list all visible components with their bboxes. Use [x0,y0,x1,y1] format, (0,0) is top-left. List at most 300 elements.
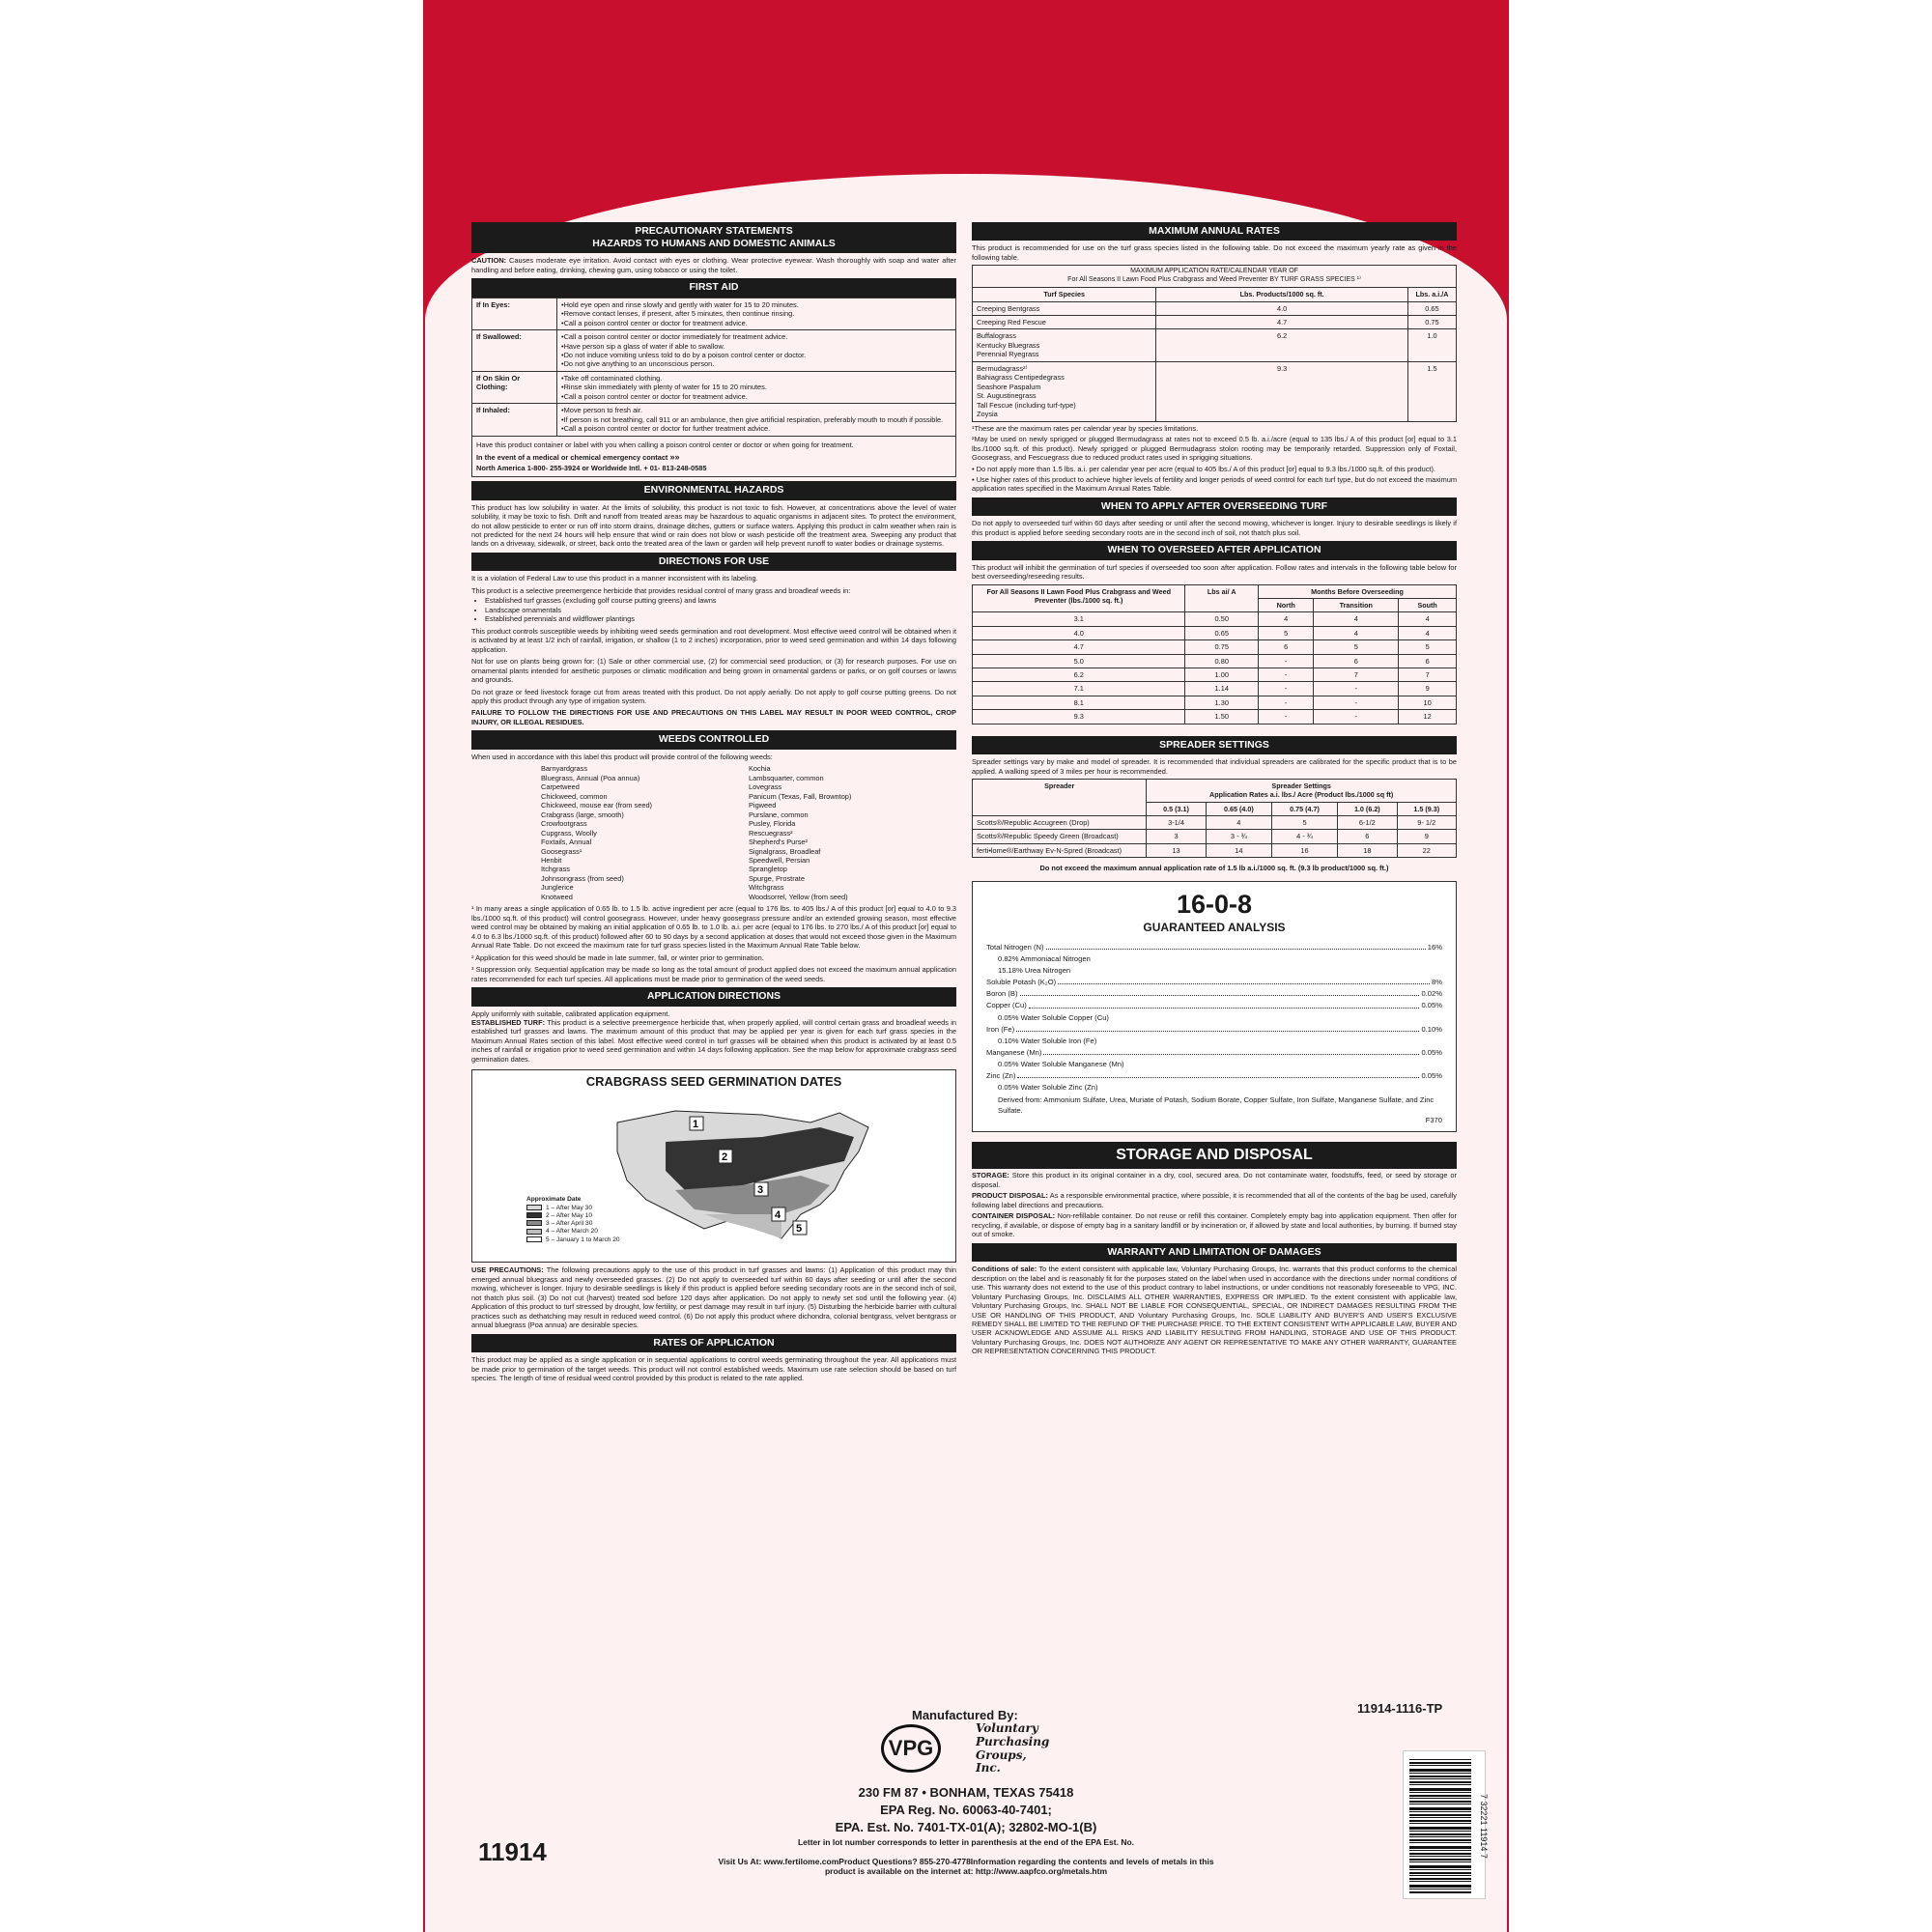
when-apply-text: Do not apply to overseeded turf within 60 days after seeding or until after the second mowing, whichever is longer. Injury to desirable seedlings is likely if this product is applied before seeding secondary roots are in the second inch of soil, not thatch plus soil. [972,519,1457,537]
overseed-cell: 6 [1259,640,1314,654]
spreader-name: ferti•lome®/Earthway Ev-N-Spred (Broadcast) [973,843,1147,857]
max-rates-note: • Do not apply more than 1.5 lbs. a.i. per calendar year per acre (equal to 405 lbs./ A of this product [or] equal to 9.3 lbs./1000 sq.ft. of this product). [972,464,1435,473]
max-table-header [973,288,1457,301]
weeds-footnote-2: ² Application for this weed should be made in late summer, fall, or winter prior to germination. [471,952,764,962]
barcode-bar [1409,1801,1471,1803]
overseed-cell: 10 [1399,696,1457,709]
nutrient-sub: 0.82% Ammoniacal Nitrogen [998,953,1091,963]
spreader-header: SPREADER SETTINGS [972,736,1457,754]
analysis-row [986,977,1442,988]
overseed-cell: 5.0 [973,654,1185,668]
spreader-setting: 4 [1206,815,1271,829]
overseed-cell: 7 [1314,668,1399,682]
weed-item: Foxtails, Annual [541,838,592,847]
barcode-bar [1409,1856,1471,1857]
first-aid-item: • Remove contact lenses, if present, after 5 minutes, then continue rinsing. [561,309,952,318]
barcode-bar [1409,1769,1471,1772]
caution-body: Causes moderate eye irritation. Avoid contact with eyes or clothing. Wear protective eyewear. Wash thoroughly with soap and water after handling and before eating, drinking, chewing gum, using tobacco or using the toilet. [471,256,956,274]
weed-item: Panicum (Texas, Fall, Browntop) [749,791,852,801]
weed-item: Goosegrass¹ [541,846,582,856]
max-ai: 0.75 [1407,315,1456,328]
first-aid-list [561,332,952,369]
weed-item: Johnsongrass (from seed) [541,873,624,883]
turf-species: Buffalograss Kentucky Bluegrass Perennial Ryegrass [973,329,1156,361]
caution-text [471,256,956,274]
spreader-table [972,779,1457,858]
weed-item: Knotweed [541,892,573,901]
first-aid-row-label: If Swallowed: [472,330,557,372]
overseed-cell: 4 [1399,626,1457,639]
overseed-row [973,710,1457,724]
spreader-setting: 16 [1271,843,1337,857]
overseed-h-product: For All Seasons II Lawn Food Plus Crabgrass and Weed Preventer (lbs./1000 sq. ft.) [973,584,1185,611]
weeds-intro: When used in accordance with this label this product will provide control of the following weeds: [471,752,773,761]
overseed-cell: 6.2 [973,668,1185,682]
barcode-bar [1409,1861,1471,1862]
barcode-bar [1409,1762,1471,1764]
when-overseed-text: This product will inhibit the germination of turf species if overseeded too soon after application. Follow rates and intervals in the following table below for best overseeding/reseeding results. [972,562,1457,582]
guaranteed-analysis [972,881,1457,1132]
nutrient-name: Iron (Fe) [986,1024,1015,1034]
legend-item [526,1236,620,1244]
overseed-cell: 4.0 [973,626,1185,639]
direction-bullet: • Established turf grasses (excluding golf course putting greens) and lawns [485,596,956,605]
legend-label: 4 – After March 20 [546,1228,598,1236]
warranty-text [972,1264,1457,1356]
first-aid-list [561,300,952,327]
environmental-text: This product has low solubility in water. At the limits of solubility, this product is not toxic to fish. However, at concentrations above the level of water solubility, it may be toxic to fish. Drift and runoff from treated areas may be hazardous to aquatic organisms in adjacent sites. To protect the environment, do not allow pesticide to enter or run off into storm drains, drainage ditches, gutters or surface waters. Applying this product in calm weather when rain is not predicted for the next 24 hours will help ensure that wind or rain does not blow or wash pesticide off the treatment area. Sweeping any product that lands on a driveway, sidewalk, or street, back onto the treated area of the lawn or garden will help prevent runoff to water bodies or drainage systems. [471,502,956,549]
footer-block [676,1785,1256,1876]
barcode-bar [1409,1850,1471,1851]
environmental-header: ENVIRONMENTAL HAZARDS [471,481,956,499]
nutrient-name: Copper (Cu) [986,1001,1027,1010]
analysis-row [986,942,1442,953]
use-precautions-label: USE PRECAUTIONS: [471,1265,544,1275]
legend-label: 1 – After May 30 [546,1204,593,1211]
barcode-bar [1409,1773,1471,1774]
barcode-bar [1409,1784,1471,1785]
spreader-name: Scotts®/Republic Speedy Green (Broadcast) [973,830,1147,843]
max-table-row [973,301,1457,315]
first-aid-row [472,330,956,372]
legend-title: Approximate Date [526,1196,582,1204]
dot-leader [1058,977,1430,984]
spreader-rate-col: 0.75 (4.7) [1271,802,1337,815]
spreader-setting: 14 [1206,843,1271,857]
first-aid-item: • If person is not breathing, call 911 or an ambulance, then give artificial respiration, preferably mouth to mouth if possible. [561,415,952,424]
first-aid-row-items [557,371,956,403]
manufactured-by: Manufactured By: [912,1708,1018,1722]
weed-item: Pigweed [749,801,777,810]
max-lbs: 9.3 [1156,361,1408,421]
barcode-bar [1409,1875,1471,1876]
application-header: APPLICATION DIRECTIONS [471,987,956,1006]
nutrient-value: 0.02% [1421,989,1442,999]
legend-swatch [526,1212,542,1218]
first-aid-table [471,298,956,437]
precautionary-header [471,222,956,253]
barcode-bar [1409,1831,1471,1832]
legend-label: 2 – After May 10 [546,1211,593,1219]
weed-item: Henbit [541,856,562,866]
nutrient-sub: 0.05% Water Soluble Copper (Cu) [998,1012,1109,1022]
overseed-cell: 0.65 [1185,626,1259,639]
weed-item: Barnyardgrass [541,764,588,774]
turf-species: Bermudagrass²⁾ Bahiagrass Centipedegrass Seashore Paspalum St. Augustinegrass Tall Fescue (including turf-type) Zoysia [973,361,1156,421]
first-aid-item: • Move person to fresh air. [561,406,952,414]
application-p2-text: This product is a selective preemergence herbicide that, when properly applied, will control certain grass and broadleaf weeds in established turf grasses and lawns. The maximum amount of this product that may be applied per year is given for each turf grass species in the Maximum Annual Rates section of this label. Most effective weed control in turf grasses will be obtained when this product is activated by at least 0.5 inches of rainfall or irrigation prior to weed seed germination and within 14 days following application. See the map below for approximate crabgrass seed germination dates. [471,1018,957,1064]
analysis-row [986,1070,1442,1082]
footer-epa-est: EPA. Est. No. 7401-TX-01(A); 32802-MO-1(B) [835,1820,1097,1834]
overseed-row [973,654,1457,668]
overseed-cell: - [1259,654,1314,668]
zone-label: 4 [775,1209,781,1222]
barcode-bar [1409,1778,1471,1779]
overseed-row [973,612,1457,626]
weeds-left-list [541,764,749,901]
nutrient-sub: 0.05% Water Soluble Zinc (Zn) [998,1083,1098,1093]
nutrient-value: 8% [1432,978,1442,987]
vpg-logo: VPG [881,1724,941,1773]
weeds-list [471,764,956,901]
weed-item: Bluegrass, Annual (Poa annua) [541,773,640,782]
first-aid-list [561,406,952,433]
overseed-cell: 4.7 [973,640,1185,654]
barcode-bar [1409,1885,1471,1888]
weeds-right-list [749,764,956,901]
first-aid-item: • Call a poison control center or doctor for treatment advice. [561,319,952,327]
overseed-cell: 1.30 [1185,696,1259,709]
first-aid-item: • Rinse skin immediately with plenty of water for 15 to 20 minutes. [561,383,952,391]
direction-bullet: • Established perennials and wildflower plantings [485,614,956,623]
first-aid-item: • Call a poison control center or doctor for treatment advice. [561,392,952,401]
overseed-cell: - [1259,682,1314,696]
weed-item: Rescuegrass² [749,828,793,838]
container-disposal-label: CONTAINER DISPOSAL: [972,1211,1056,1221]
max-table-col-header: Lbs. a.i./A [1407,288,1456,301]
footer-lot-note: Letter in lot number corresponds to letter in parenthesis at the end of the EPA Est. No. [797,1837,1135,1847]
overseed-region: North [1259,598,1314,611]
first-aid-row-items [557,404,956,436]
barcode-bar [1409,1795,1471,1797]
spreader-setting: 3 - ¾ [1206,830,1271,843]
analysis-row [986,1000,1442,1011]
spreader-setting: 3 [1147,830,1206,843]
nutrient-name: Boron (B) [986,989,1018,999]
spreader-setting: 9- 1/2 [1397,815,1456,829]
barcode-bar [1409,1814,1471,1816]
zone-label: 5 [796,1223,803,1236]
overseed-cell: 7.1 [973,682,1185,696]
weed-item: Shepherd's Purse² [749,838,808,847]
overseed-h-ai: Lbs ai/ A [1185,584,1259,611]
first-aid-row-label: If Inhaled: [472,404,557,436]
overseed-row [973,682,1457,696]
barcode-bar [1409,1872,1471,1874]
npk-ratio: 16-0-8 [1176,889,1253,919]
first-aid-row [472,371,956,403]
dot-leader [1020,988,1420,996]
emergency-line1: In the event of a medical or chemical emergency contact [476,453,668,463]
spreader-rate-col: 1.0 (6.2) [1338,802,1397,815]
direction-bullet: • Landscape ornamentals [485,606,956,614]
weed-item: Kochia [749,764,771,774]
spreader-rate-col: 0.65 (4.0) [1206,802,1271,815]
overseed-cell: 5 [1314,640,1399,654]
weed-item: Spurge, Prostrate [749,873,805,883]
weed-item: Lambsquarter, common [749,773,824,782]
chemtrec-logo-icon: »» [669,452,680,463]
weed-item: Chickweed, mouse ear (from seed) [541,801,653,810]
first-aid-list [561,374,952,401]
legend-item [526,1205,620,1212]
first-aid-item: • Call a poison control center or doctor immediately for treatment advice. [561,332,952,341]
emergency-line2: North America 1-800- 255-3924 or Worldwide Intl. + 01- 813-248-0585 [476,463,707,472]
nutrient-value: 0.10% [1421,1024,1442,1034]
weed-item: Speedwell, Persian [749,856,810,866]
precautionary-title: PRECAUTIONARY STATEMENTS [635,225,793,237]
storage-body: Store this product in its original container in a dry, cool, secured area. Do not contaminate water, foodstuffs, feed, or seed by storage or disposal. [972,1171,1457,1189]
germination-map [471,1069,956,1263]
nutrient-sub: 0.05% Water Soluble Manganese (Mn) [998,1060,1124,1069]
company-script: Voluntary Purchasing Groups, Inc. [976,1721,1050,1776]
overseed-cell: 1.00 [1185,668,1259,682]
spreader-name: Scotts®/Republic Accugreen (Drop) [973,815,1147,829]
dot-leader [1046,942,1426,950]
analysis-row [986,1047,1442,1059]
product-disposal-body: As a responsible environmental practice, where possible, it is recommended that all of the contents of the bag be used, carefully following label directions and precautions. [972,1191,1457,1209]
spreader-setting: 5 [1271,815,1337,829]
barcode [1403,1750,1489,1899]
barcode-bar [1409,1759,1471,1760]
legend-label: 5 – January 1 to March 20 [546,1236,620,1243]
overseed-cell: - [1314,710,1399,724]
barcode-icon [1404,1751,1487,1900]
barcode-bar [1409,1878,1471,1880]
barcode-bar [1409,1836,1471,1837]
max-table-row [973,329,1457,361]
nutrient-value: 0.05% [1421,1047,1442,1057]
max-rates-note: ²May be used on newly sprigged or plugged Bermudagrass at rates not to exceed 0.5 lb. a.i./acre (equal to 135 lbs./ A of this product [or] equal to 3.1 lbs./1000 sq.ft. of this product). Newly sprigged or plugged Bermudagrass stolon rooting may be temporarily retarded. Suppression only of Foxtail, Goosegrass, and Fescuegrass due to reduced product rates used in sprigging situations. [972,435,1457,463]
spreader-text: Spreader settings vary by make and model of spreader. It is recommended that individual spreaders are calibrated for the specific product that is to be applied. A walking speed of 3 miles per hour is recommended. [972,757,1457,776]
max-rates-table [972,265,1457,421]
zone-label: 1 [693,1119,699,1131]
analysis-row [986,1024,1442,1036]
barcode-bar [1409,1811,1471,1812]
overseed-cell: 6 [1399,654,1457,668]
max-table-col-header: Turf Species [973,288,1156,301]
barcode-bar [1409,1817,1471,1818]
spreader-setting: 6 [1338,830,1397,843]
overseed-cell: 0.80 [1185,654,1259,668]
barcode-bar [1409,1807,1471,1810]
zone-label: 3 [757,1184,764,1197]
container-disposal-body: Non-refillable container. Do not reuse or refill this container. Completely empty bag into application equipment. Then offer for recycling, if available, or dispose of empty bag in a sanitary landfill or by incineration or, if allowed by state and local authorities, by burning. If burned stay out of smoke. [972,1211,1457,1239]
overseed-row [973,696,1457,709]
barcode-bar [1409,1792,1471,1793]
overseed-cell: 0.75 [1185,640,1259,654]
barcode-bar [1409,1859,1471,1861]
barcode-bar [1409,1881,1471,1882]
max-rates-notes [972,424,1457,494]
nutrient-sub: 0.10% Water Soluble Iron (Fe) [998,1036,1097,1045]
turf-species: Creeping Red Fescue [973,315,1156,328]
overseed-cell: 9.3 [973,710,1185,724]
max-table-col-header: Lbs. Products/1000 sq. ft. [1156,288,1408,301]
first-aid-row-items [557,330,956,372]
overseed-cell: 5 [1259,626,1314,639]
directions-p5: Do not graze or feed livestock forage cut from areas treated with this product. Do not apply aerially. Do not apply to golf course putting greens. Do not apply this product through any type of irrigation system. [471,687,956,706]
overseed-cell: 9 [1399,682,1457,696]
established-turf-label: ESTABLISHED TURF: [471,1018,546,1028]
zone-label: 2 [722,1151,728,1164]
overseed-cell: 4 [1314,626,1399,639]
first-aid-header: FIRST AID [471,278,956,297]
product-disposal-label: PRODUCT DISPOSAL: [972,1191,1048,1201]
nutrient-name: Total Nitrogen (N) [986,942,1044,952]
analysis-row [986,988,1442,1000]
directions-header: DIRECTIONS FOR USE [471,553,956,571]
storage-header: STORAGE AND DISPOSAL [972,1142,1457,1169]
legend-items [526,1205,620,1244]
max-table-title2: For All Seasons II Lawn Food Plus Crabgrass and Weed Preventer BY TURF GRASS SPECIES ¹⁾ [1067,276,1361,284]
directions-p1: It is a violation of Federal Law to use this product in a manner inconsistent with its labeling. [471,574,758,583]
emergency-contact [476,452,952,464]
spreader-rate-col: 1.5 (9.3) [1397,802,1456,815]
application-p1: Apply uniformly with suitable, calibrated application equipment. [471,1009,670,1018]
overseed-table [972,584,1457,724]
weed-item: Purslane, common [749,810,809,819]
max-lbs: 4.0 [1156,301,1408,315]
spreader-setting: 22 [1397,843,1456,857]
first-aid-note: Have this product container or label with you when calling a poison control center or doctor or when going for treatment. [476,440,854,449]
overseed-cell: 4 [1314,612,1399,626]
overseed-cell: 5 [1399,640,1457,654]
directions-bullets [485,596,956,623]
legend-item [526,1212,620,1220]
overseed-cell: 0.50 [1185,612,1259,626]
application-p2 [471,1018,956,1064]
nutrient-sub: 15.18% Urea Nitrogen [998,965,1071,975]
first-aid-item: • Do not induce vomiting unless told to do by a poison control center or doctor. [561,351,952,359]
nutrient-value: 0.05% [1421,1071,1442,1081]
weed-item: Junglerice [541,883,574,893]
warranty-body: To the extent consistent with applicable law, Voluntary Purchasing Groups, Inc. warrants that this product conforms to the chemical description on the label and is reasonably fit for the purposes stated on the label when used in accordance with the directions under normal conditions of use. This warranty does not extend to the use of this product contrary to label instructions, or under conditions not reasonably foreseeable to VPG, INC. Voluntary Purchasing Groups, Inc. DISCLAIMS ALL OTHER WARRANTIES, EXPRESS OR IMPLIED. To the extent consistent with applicable law, Voluntary Purchasing Groups, Inc. SHALL NOT BE LIABLE FOR CONSEQUENTIAL, SPECIAL, OR INDIRECT DAMAGES RESULTING FROM THE USE OR HANDLING OF THIS PRODUCT, AND Voluntary Purchasing Groups, Inc. SOLE LIABILITY AND BUYER'S AND USER'S EXCLUSIVE REMEDY SHALL BE LIMITED TO THE REFUND OF THE PURCHASE PRICE. TO THE EXTENT CONSISTENT WITH APPLICABLE LAW, BUYER AND USER ACKNOWLEDGE AND ASSUME ALL RISKS AND LIABILITY RESULTING FROM HANDLING, STORAGE AND USE OF THIS PRODUCT. Voluntary Purchasing Groups, Inc. DOES NOT AUTHORIZE ANY AGENT OR REPRESENTATIVE TO MAKE ANY OTHER WARRANTY, GUARANTEE OR REPRESENTATION CONCERNING THIS PRODUCT. [972,1264,1457,1356]
storage-label: STORAGE: [972,1171,1009,1180]
dot-leader [1016,1024,1419,1032]
overseed-cell: - [1259,696,1314,709]
rates-application-header: RATES OF APPLICATION [471,1334,956,1352]
spreader-h-name: Spreader [973,780,1147,816]
legend-item [526,1220,620,1228]
overseed-cell: 7 [1399,668,1457,682]
use-precautions [471,1265,956,1329]
max-ai: 1.0 [1407,329,1456,361]
max-rates-intro: This product is recommended for use on the turf grass species listed in the following table. Do not exceed the maximum yearly rate as given in the following table. [972,243,1457,262]
nutrient-value: 0.05% [1421,1001,1442,1010]
weeds-footnote-3: ³ Suppression only. Sequential application may be made so long as the total amount of product applied does not exceed the maximum annual application rates recommended for each turf species. All applications must be made prior to germination of the weed seeds. [471,965,956,983]
weed-item: Sprangletop [749,865,787,874]
overseed-cell: 4 [1399,612,1457,626]
max-table-row [973,315,1457,328]
first-aid-row-items [557,298,956,329]
barcode-bar [1409,1765,1471,1766]
barcode-bar [1409,1781,1471,1783]
weed-item: Lovegrass [749,782,782,792]
spreader-rate-col: 0.5 (3.1) [1147,802,1206,815]
weeds-header: WEEDS CONTROLLED [471,730,956,749]
use-precautions-text: The following precautions apply to the use of this product in turf grasses and lawns: (1) Application of this product may thin emerged annual bluegrass and newly overseeded grasses. (2) Do not apply to overseeded turf within 60 days after seeding or until after the second mowing, whichever is longer. Injury to desirable seedlings is likely if this product is applied before seeding secondary roots are in the second inch of soil, not thatch plus soil. (3) Do not cut (harvest) treated sod before 120 days after application. Do not apply to newly set sod until the following year. (4) Application of this product to turf stressed by drought, low fertility, or pest damage may result in turf injury. (5) Disturbing the herbicide barrier with cultural practices such as dethatching may result in reduced weed control. (6) Do not apply this product where dichondra, colonial bentgrass, velvet bentgrass or annual bluegrass (Poa annua) are desirable species. [471,1265,956,1330]
spreader-setting: 3-1/4 [1147,815,1206,829]
item-number: 11914 [478,1837,547,1866]
first-aid-item: • Have person sip a glass of water if able to swallow. [561,342,952,351]
spreader-setting: 4 - ¾ [1271,830,1337,843]
analysis-lines [986,942,1442,1094]
hazards-title: HAZARDS TO HUMANS AND DOMESTIC ANIMALS [592,238,836,250]
overseed-row [973,640,1457,654]
warranty-label: Conditions of sale: [972,1264,1037,1274]
overseed-cell: 8.1 [973,696,1185,709]
max-ai: 1.5 [1407,361,1456,421]
first-aid-row-label: If In Eyes: [472,298,557,329]
overseed-cell: 4 [1259,612,1314,626]
footer-address: 230 FM 87 • BONHAM, TEXAS 75418 [858,1785,1074,1800]
spreader-setting: 6-1/2 [1338,815,1397,829]
overseed-cell: 1.14 [1185,682,1259,696]
legend-swatch [526,1236,542,1242]
spreader-row [973,843,1457,857]
dot-leader [1029,1000,1420,1008]
left-column [471,218,956,1385]
overseed-cell: - [1314,696,1399,709]
nutrient-name: Manganese (Mn) [986,1047,1042,1057]
weed-item: Itchgrass [541,865,570,874]
max-ai: 0.65 [1407,301,1456,315]
barcode-bar [1409,1865,1471,1868]
first-aid-row-label: If On Skin Or Clothing: [472,371,557,403]
dot-leader [1043,1047,1419,1055]
barcode-bar [1409,1823,1471,1824]
analysis-title: GUARANTEED ANALYSIS [1143,921,1286,935]
barcode-bar [1409,1776,1471,1777]
storage-text [972,1171,1457,1189]
directions-warning: FAILURE TO FOLLOW THE DIRECTIONS FOR USE AND PRECAUTIONS ON THIS LABEL MAY RESULT IN POOR WEED CONTROL, CROP INJURY, OR ILLEGAL RESIDUES. [471,708,956,726]
spreader-h-settings [1147,780,1457,802]
first-aid-item: • Hold eye open and rinse slowly and gently with water for 15 to 20 minutes. [561,300,952,309]
map-legend [526,1196,620,1243]
spreader-h-rates: Application Rates a.i. lbs./ Acre (Product lbs./1000 sq ft) [1209,790,1394,800]
barcode-bar [1409,1891,1471,1893]
overseed-cell: 3.1 [973,612,1185,626]
legend-label: 3 – After April 30 [546,1220,593,1228]
max-table-caption [973,266,1457,288]
weed-item: Crabgrass (large, smooth) [541,810,624,819]
analysis-derived: Derived from: Ammonium Sulfate, Urea, Muriate of Potash, Sodium Borate, Copper Sulfate, Iron Sulfate, Manganese Sulfate, and Zinc Sulfate. [998,1094,1435,1115]
weeds-footnote-1: ¹ In many areas a single application of 0.65 lb. to 1.5 lb. active ingredient per acre (equal to 176 lbs. to 405 lbs./ A of this product [or] equal to 4.0 to 9.3 lbs./1000 sq.ft. of this product) will control goosegrass. However, under heavy goosegrass pressure and/or an extended growing season, most effective weed control may be obtained by making an initial application of 0.65 lb. to 1.0 lb. a.i. per acre (equal to 176 lbs. to 270 lbs./ A of this product [or] equal to 4.0 to 6.3 lbs./1000 sq.ft. of this product) followed after 60 to 90 days by a second application at doses that would not exceed those given in the Maximum Annual Rate Table. Do not exceed the maximum rate for turf grass species listed in the Maximum Annual Rate Table below. [471,904,956,951]
directions-p2: This product is a selective preemergence herbicide that provides residual control of many grass and broadleaf weeds in: [471,585,851,595]
nutrient-name: Zinc (Zn) [986,1071,1016,1081]
directions-p3: This product controls susceptible weeds by inhibiting weed seeds germination and root development. Most effective weed control will be obtained when it is activated by at least 1/2 inch of rainfall, irrigation, or shallow (1 to 2 inches) incorporation, prior to weed seed germination and within 14 days following application. [471,626,956,654]
nutrient-name: Soluble Potash (K₂O) [986,978,1057,987]
turf-species: Creeping Bentgrass [973,301,1156,315]
spreader-warning: Do not exceed the maximum annual application rate of 1.5 lb a.i./1000 sq. ft. (9.3 lb product/1000 sq. ft.) [1039,864,1389,873]
when-overseed-header: WHEN TO OVERSEED AFTER APPLICATION [972,541,1457,559]
overseed-cell: 1.50 [1185,710,1259,724]
weed-item: Crowfootgrass [541,819,587,829]
legend-item [526,1228,620,1236]
map-title: CRABGRASS SEED GERMINATION DATES [585,1074,842,1090]
barcode-bar [1409,1842,1471,1843]
